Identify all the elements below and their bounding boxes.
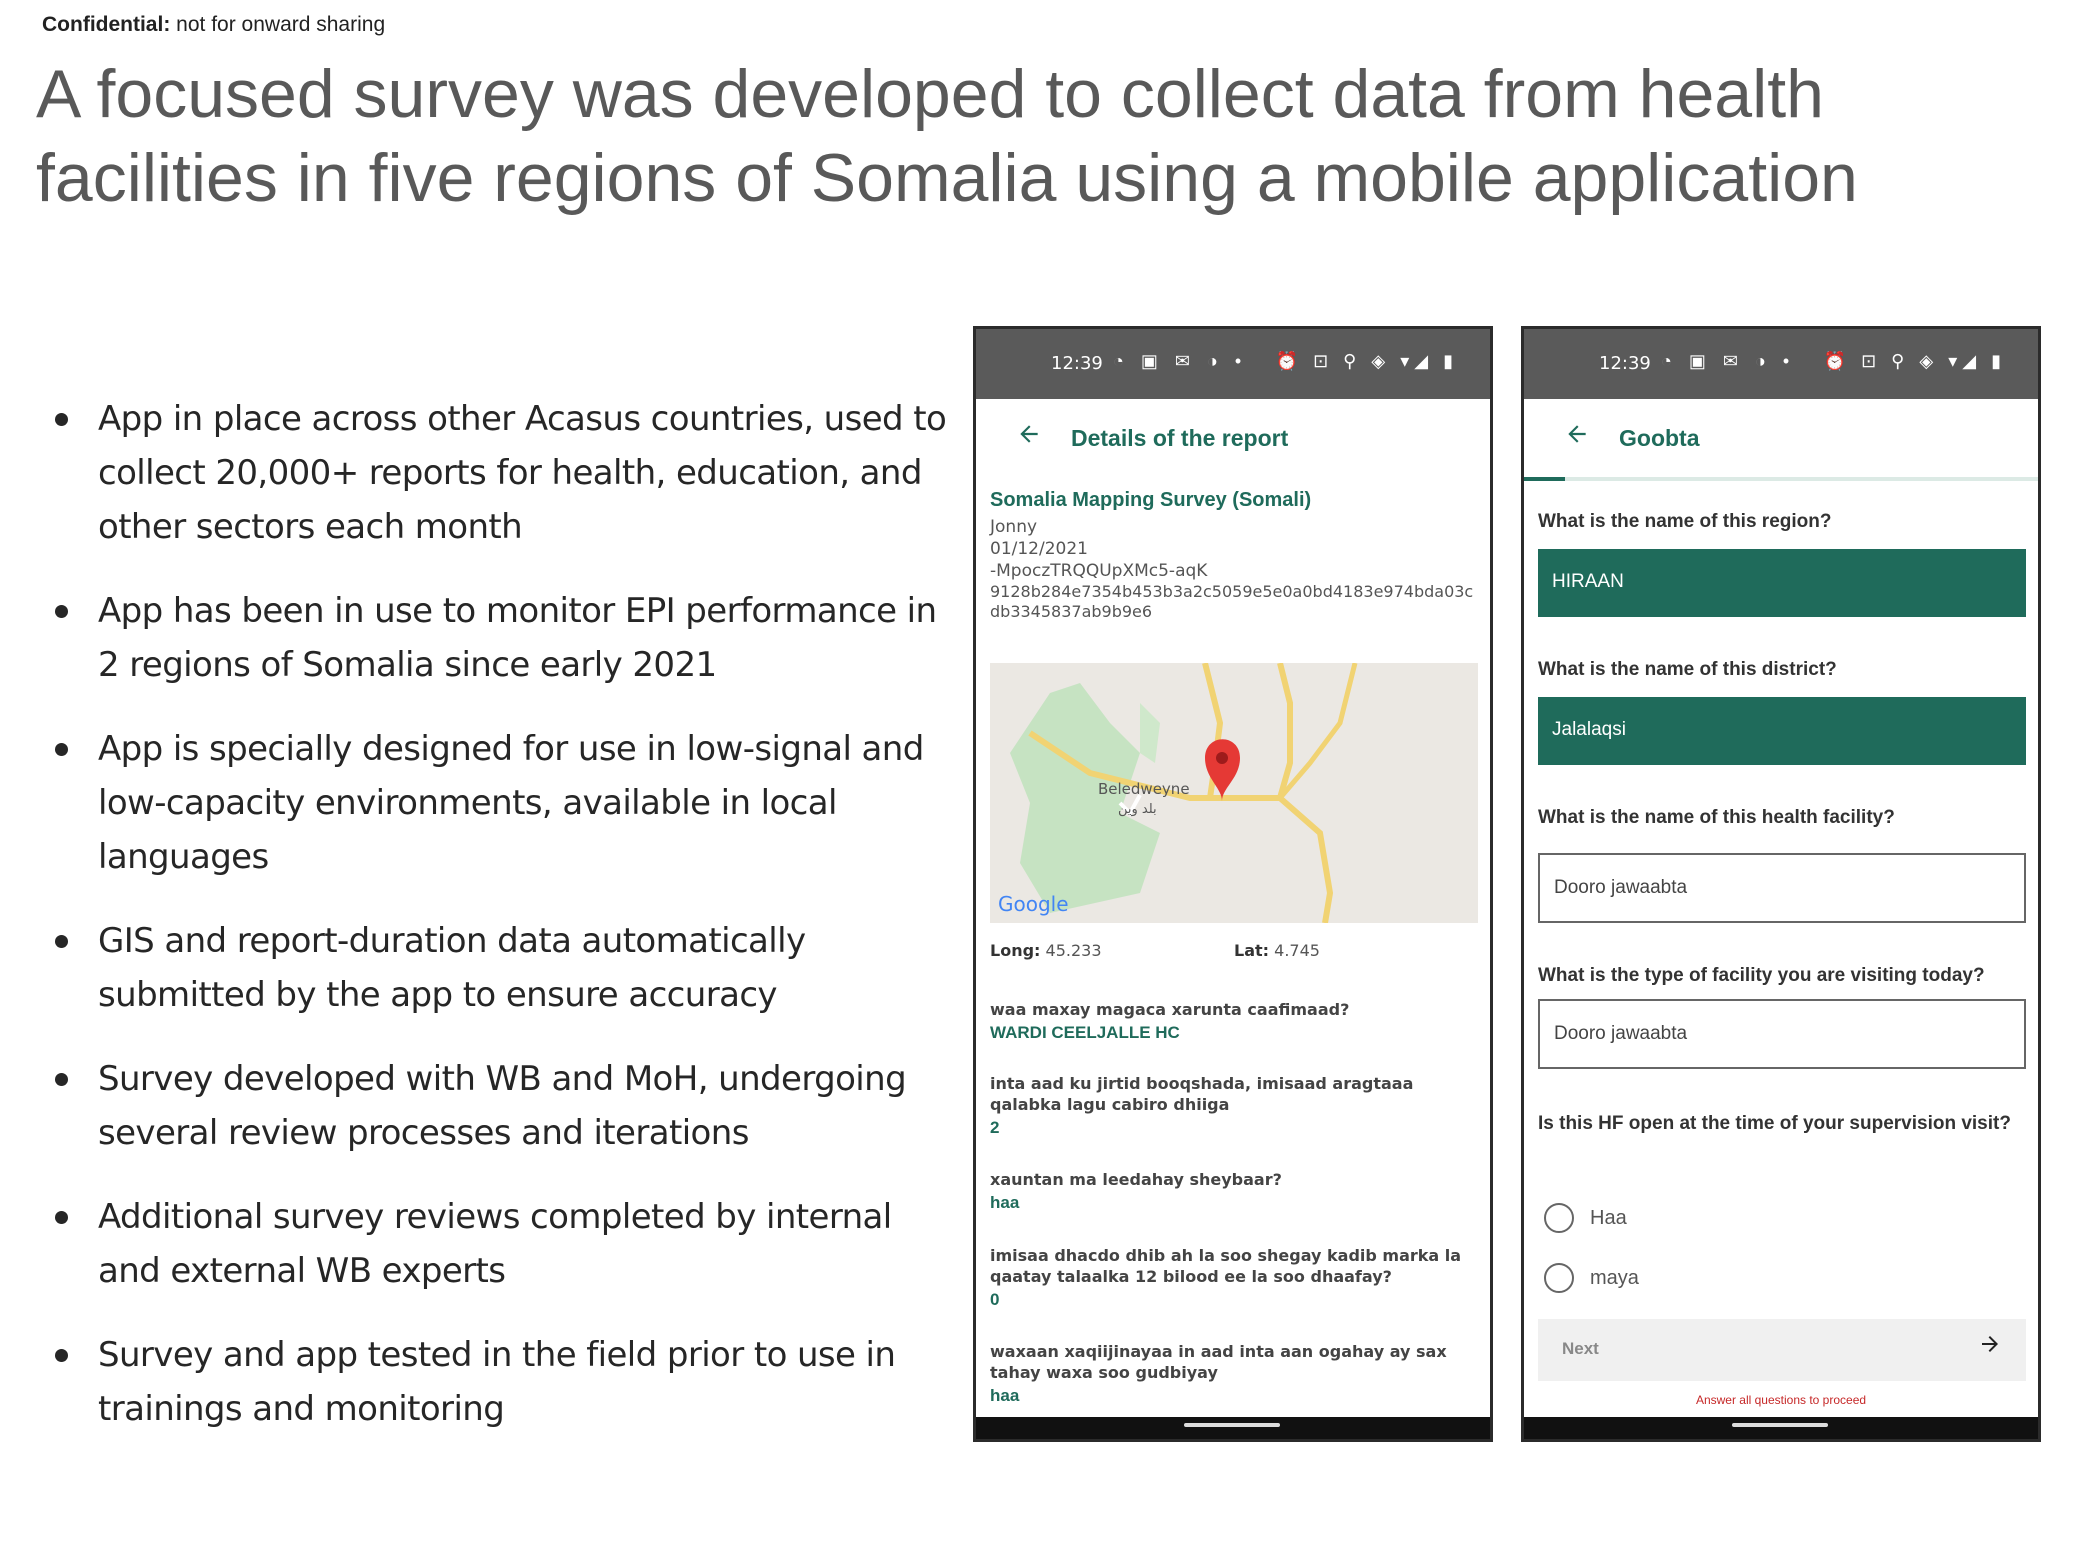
system-nav-bar — [976, 1417, 1490, 1439]
radio-option-maya[interactable] — [1544, 1261, 1844, 1295]
notification-icons: ◔ ▣ ✉ ◑ • — [1661, 351, 1796, 371]
app-bar-title: Details of the report — [1071, 425, 1289, 451]
radio-option-haa[interactable] — [1544, 1201, 1844, 1235]
status-time: 12:39 — [1599, 353, 1651, 374]
phone-report-details — [973, 326, 1493, 1442]
report-meta — [990, 489, 1480, 622]
back-arrow-icon[interactable] — [1016, 421, 1042, 454]
status-bar — [1524, 329, 2038, 399]
report-date: 01/12/2021 — [990, 539, 1088, 559]
app-bar-title: Goobta — [1619, 425, 1700, 451]
region-question — [1538, 509, 2028, 534]
survey-name: Somalia Mapping Survey (Somali) — [990, 489, 1312, 511]
bullet-item: Additional survey reviews completed by internal and external WB experts — [50, 1190, 950, 1298]
system-icons: ⏰ ⊡ ⚲ ◈ ▾◢ ▮ — [1275, 351, 1458, 371]
map-town-local-label: بلد وين — [1118, 802, 1157, 817]
open-question — [1538, 1111, 2028, 1136]
back-arrow-icon[interactable] — [1564, 421, 1590, 454]
confidential-label: Confidential: — [42, 13, 171, 36]
answer-text: WARDI CEELJALLE HC — [990, 1023, 1180, 1042]
bullet-item: App has been in use to monitor EPI performance in 2 regions of Somalia since early 2021 — [50, 584, 950, 692]
map-graphic — [990, 663, 1478, 923]
bullet-item: Survey and app tested in the field prior to use in trainings and monitoring — [50, 1328, 950, 1436]
district-answer[interactable] — [1538, 697, 2028, 765]
long-label: Long: — [990, 941, 1041, 960]
system-icons: ⏰ ⊡ ⚲ ◈ ▾◢ ▮ — [1823, 351, 2006, 371]
question-text: waxaan xaqiijinayaa in aad inta aan ogahay ay sax tahay waxa soo gudbiyay — [990, 1342, 1447, 1382]
radio-label: Haa — [1590, 1207, 1627, 1229]
bullet-item: GIS and report-duration data automatically submitted by the app to ensure accuracy — [50, 914, 950, 1022]
status-bar — [976, 329, 1490, 399]
long-value: 45.233 — [1045, 941, 1102, 960]
answer-item — [990, 999, 1480, 1044]
facility-type-select[interactable]: Dooro jawaabta — [1538, 999, 2026, 1069]
home-gesture-handle[interactable] — [1184, 1423, 1280, 1427]
bullet-item: App is specially designed for use in low-signal and low-capacity environments, available in local languages — [50, 722, 950, 884]
validation-hint: Answer all questions to proceed — [1695, 1393, 1867, 1407]
report-id: -MpoczTRQQUpXMc5-aqK — [990, 561, 1208, 581]
status-time: 12:39 — [1051, 353, 1103, 374]
answer-text: 0 — [990, 1290, 1000, 1309]
bullet-list — [50, 392, 950, 1466]
app-bar — [1524, 399, 2038, 477]
coordinates — [990, 941, 1480, 960]
answer-item — [990, 1169, 1480, 1214]
app-bar — [976, 399, 1490, 477]
question-text: imisaa dhacdo dhib ah la soo shegay kadib marka la qaatay talaalka 12 bilood ee la soo dhaafay? — [990, 1246, 1462, 1286]
form-progress-fill — [1524, 477, 1565, 481]
bullet-item: Survey developed with WB and MoH, undergoing several review processes and iterations — [50, 1052, 950, 1160]
facility-question — [1538, 805, 2028, 830]
notification-icons: ◔ ▣ ✉ ◑ • — [1113, 351, 1248, 371]
type-question — [1538, 963, 2028, 988]
report-user: Jonny — [990, 517, 1038, 537]
report-hash: 9128b284e7354b453b3a2c5059e5e0a0bd4183e974bda03cdb3345837ab9b9e6 — [990, 582, 1474, 621]
facility-answer[interactable] — [1538, 853, 2028, 923]
question-label: What is the name of this region? — [1538, 511, 1832, 532]
district-question — [1538, 657, 2028, 682]
confidential-text: not for onward sharing — [176, 13, 386, 36]
next-label: Next — [1562, 1339, 1599, 1358]
home-gesture-handle[interactable] — [1732, 1423, 1828, 1427]
arrow-right-icon — [1978, 1332, 2002, 1363]
district-selected-value[interactable]: Jalalaqsi — [1538, 697, 2026, 765]
answer-text: haa — [990, 1193, 1020, 1212]
radio-unchecked-icon[interactable] — [1544, 1203, 1574, 1233]
radio-label: maya — [1590, 1267, 1639, 1289]
system-nav-bar — [1524, 1417, 2038, 1439]
question-text: xauntan ma leedahay sheybaar? — [990, 1170, 1282, 1189]
answer-item — [990, 1245, 1480, 1311]
bullet-item: App in place across other Acasus countries, used to collect 20,000+ reports for health, education, and other sectors each month — [50, 392, 950, 554]
location-map[interactable] — [990, 663, 1478, 923]
region-answer[interactable] — [1538, 549, 2028, 617]
lat-block — [1234, 941, 1320, 960]
question-text: waa maxay magaca xarunta caafimaad? — [990, 1000, 1350, 1019]
form-progress-bar — [1524, 477, 2038, 481]
map-town-label: Beledweyne — [1098, 780, 1190, 798]
answer-item — [990, 1341, 1480, 1407]
question-label: What is the type of facility you are visiting today? — [1538, 965, 1985, 986]
type-answer[interactable] — [1538, 999, 2028, 1069]
question-label: Is this HF open at the time of your supervision visit? — [1538, 1113, 2011, 1134]
phone-location-form — [1521, 326, 2041, 1442]
question-label: What is the name of this health facility? — [1538, 807, 1895, 828]
page-title: A focused survey was developed to collect data from health facilities in five regions of Somalia using a mobile application — [36, 56, 1858, 216]
question-label: What is the name of this district? — [1538, 659, 1837, 680]
next-button[interactable] — [1538, 1319, 2026, 1381]
radio-unchecked-icon[interactable] — [1544, 1263, 1574, 1293]
question-text: inta aad ku jirtid booqshada, imisaad aragtaaa qalabka lagu cabiro dhiiga — [990, 1074, 1414, 1114]
region-selected-value[interactable]: HIRAAN — [1538, 549, 2026, 617]
answer-text: haa — [990, 1386, 1020, 1405]
map-brand-logo: Google — [998, 892, 1069, 916]
confidential-note — [42, 13, 385, 37]
answer-text: 2 — [990, 1118, 1000, 1137]
facility-select[interactable]: Dooro jawaabta — [1538, 853, 2026, 923]
answer-item — [990, 1073, 1480, 1139]
lat-value: 4.745 — [1274, 941, 1320, 960]
lat-label: Lat: — [1234, 941, 1270, 960]
